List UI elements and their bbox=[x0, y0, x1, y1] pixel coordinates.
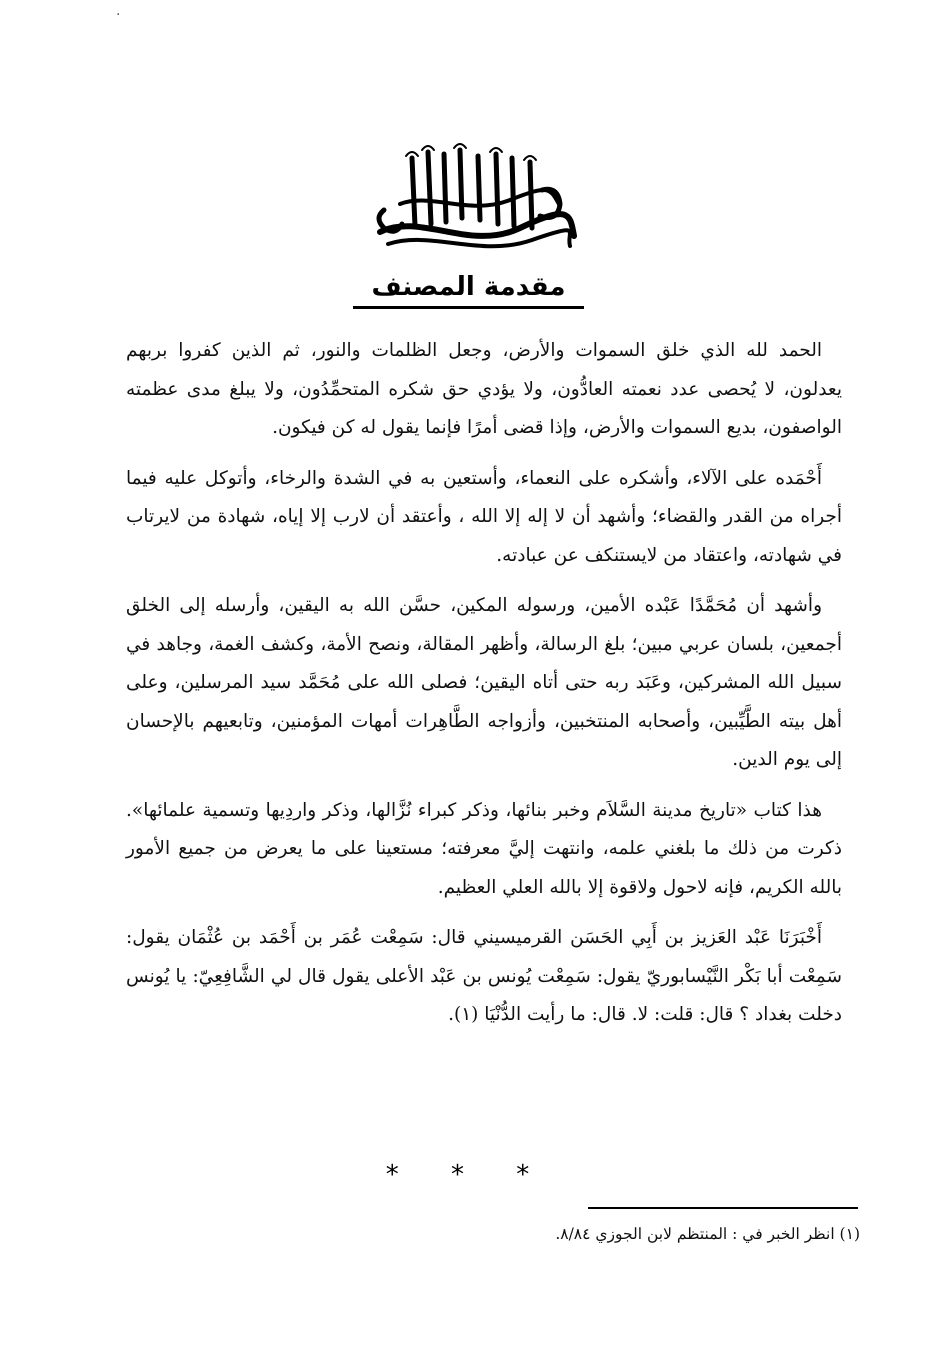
paragraph: أَخْبَرَنَا عَبْد العَزيز بن أَبِي الحَسَن القرميسيني قال: سَمِعْت عُمَر بن أَحْمَد بن عُثْمَان يقول: سَمِعْت أبا بَكْر النَّيْسابوريّ يقول: سَمِعْت يُونس بن عَبْد الأعلى يقول قال لي الشَّافِعِيّ: يا يُونس دخلت بغداد ؟ قال: قلت: لا. قال: ما رأيت الدُّنْيَا (١). bbox=[126, 927, 842, 1025]
paragraph: هذا كتاب «تاريخ مدينة السَّلاَم وخبر بنائها، وذكر كبراء نُزَّالها، وذكر واردِيها وتسمية علمائها». ذكرت من ذلك ما بلغني علمه، وانتهت إليَّ معرفته؛ مستعينا على ما يعرض من جميع الأمور بالله الكريم، فإنه لاحول ولاقوة إلا بالله العلي العظيم. bbox=[126, 799, 842, 898]
section-heading bbox=[0, 270, 937, 309]
section-separator: * * * bbox=[385, 1160, 552, 1190]
paragraph: أَحْمَده على الآلاء، وأشكره على النعماء، وأستعين به في الشدة والرخاء، وأتوكل عليه فيما أجراه من القدر والقضاء؛ وأشهد أن لا إله إلا الله ، وأعتقد أن لارب إلا إياه، شهادة من لايرتاب في شهادته، واعتقاد من لايستنكف عن عبادته. bbox=[126, 467, 842, 566]
basmala-calligraphy bbox=[360, 140, 590, 260]
paragraph: الحمد لله الذي خلق السموات والأرض، وجعل الظلمات والنور، ثم الذين كفروا بربهم يعدلون، لا يُحصى عدد نعمته العادُّون، ولا يؤدي حق شكره المتحمِّدُون، ولا يبلغ مدى عظمته الواصفون، بديع السموات والأرض، وإذا قضى أمرًا فإنما يقول له كن فيكون. bbox=[126, 340, 842, 438]
paragraph: وأشهد أن مُحَمَّدًا عَبْده الأمين، ورسوله المكين، حسَّن الله به اليقين، وأرسله إلى الخلق أجمعين، بلسان عربي مبين؛ بلغ الرسالة، وأظهر المقالة، ونصح الأمة، وكشف الغمة، وجاهد في سبيل الله المشركين، وعَبَد ربه حتى أتاه اليقين؛ فصلى الله على مُحَمَّد سيد المرسلين، وعلى أهل بيته الطَّيِّبين، وأصحابه المنتخبين، وأزواجه الطَّاهِرات أمهات المؤمنين، وتابعيهم بالإحسان إلى يوم الدين. bbox=[126, 595, 842, 770]
heading-text: مقدمة المصنف bbox=[353, 270, 583, 309]
footnote-rule bbox=[588, 1207, 858, 1209]
footnote: (١) انظر الخبر في : المنتظم لابن الجوزي ٨/٨٤. bbox=[555, 1225, 860, 1243]
corner-mark: · bbox=[116, 7, 121, 23]
body-text bbox=[126, 332, 842, 1047]
